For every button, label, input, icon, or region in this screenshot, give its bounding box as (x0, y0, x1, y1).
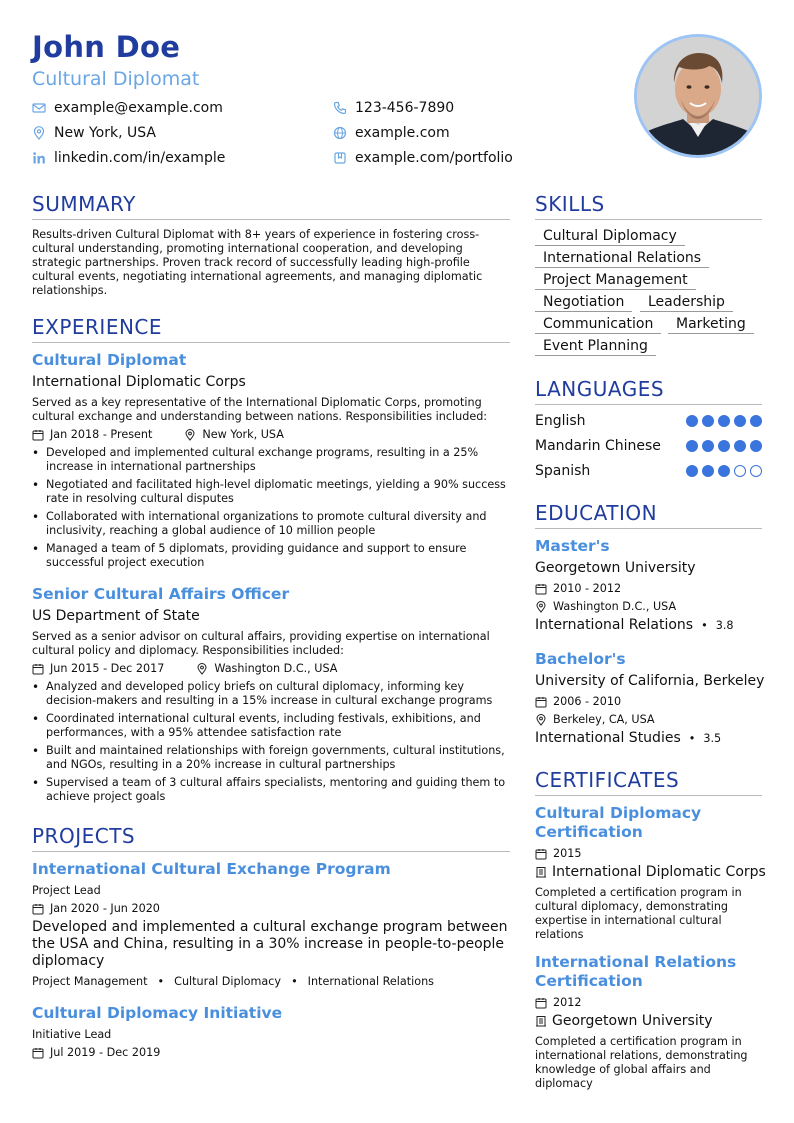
contact-phone[interactable] (333, 100, 454, 116)
language-row (535, 463, 762, 479)
list-item: • Built and maintained relationships with foreign governments, cultural institutions, and NGOs, resulting in a 20% increase in cultural partnerships (32, 744, 510, 772)
skill-tag: Marketing (668, 316, 754, 334)
divider (535, 404, 762, 405)
contact-phone-text: 123-456-7890 (355, 100, 455, 116)
level-dot-filled (686, 465, 698, 477)
section-title-certificates: CERTIFICATES (535, 768, 680, 792)
language-name: Spanish (535, 463, 591, 479)
location-pin-icon (32, 126, 46, 140)
job-meta (32, 662, 337, 675)
language-level (686, 465, 762, 477)
project-meta (32, 1046, 160, 1059)
project-desc: Developed and implemented a cultural exchange program between the USA and China, resulting in a 30% increase in people-to-people diplomacy (32, 919, 508, 969)
project-dates: Jan 2020 - Jun 2020 (50, 902, 160, 915)
contact-linkedin-text: linkedin.com/in/example (54, 150, 226, 166)
job-meta (32, 428, 284, 441)
cert-desc: Completed a certification program in cultural diplomacy, demonstrating expertise in international cultural relations (535, 886, 742, 941)
project-tag: International Relations (307, 975, 435, 988)
location-pin-icon (535, 714, 547, 726)
location-pin-icon (535, 601, 547, 613)
section-title-experience: EXPERIENCE (32, 315, 163, 339)
summary-text: Results-driven Cultural Diplomat with 8+ years of experience in fostering cross-cultural understanding, promoting international cooperation, and developing strategic partnerships. Proven track record of successfully leading high-profile cultural events, negotiating international agreements, and managing diplomatic relationships. (32, 228, 483, 297)
cert-year: 2015 (553, 847, 582, 860)
calendar-icon (535, 997, 547, 1009)
cert-issuer: International Diplomatic Corps (552, 864, 766, 880)
edu-gpa: 3.8 (715, 618, 734, 632)
edu-degree: Bachelor's (535, 650, 626, 668)
contact-email-text: example@example.com (54, 100, 223, 116)
portfolio-icon (333, 151, 347, 165)
cert-issuer-row (535, 864, 766, 880)
edu-field: International Relations (535, 617, 694, 633)
skill-tag: Communication (535, 316, 661, 334)
skill-tag: Project Management (535, 272, 696, 290)
cert-year: 2012 (553, 996, 582, 1009)
job-title: Senior Cultural Affairs Officer (32, 585, 290, 603)
edu-field-row: International Relations • 3.8 (535, 617, 734, 633)
calendar-icon (535, 583, 547, 595)
cert-desc: Completed a certification program in international relations, demonstrating knowledge of global affairs and diplomacy (535, 1035, 748, 1090)
divider (32, 342, 510, 343)
language-name: English (535, 413, 586, 429)
job-title: Cultural Diplomat (32, 351, 187, 369)
contact-website-text: example.com (355, 125, 450, 141)
project-role: Initiative Lead (32, 1028, 112, 1041)
location-pin-icon (184, 429, 196, 441)
divider (535, 795, 762, 796)
job-org: US Department of State (32, 608, 200, 624)
job-desc: Served as a key representative of the International Diplomatic Corps, promoting cultural exchange and understanding between nations. Responsibilities included: (32, 396, 488, 423)
level-dot-filled (718, 440, 730, 452)
location-pin-icon (196, 663, 208, 675)
language-name: Mandarin Chinese (535, 438, 661, 454)
job-org: International Diplomatic Corps (32, 374, 246, 390)
contact-email[interactable] (32, 100, 223, 116)
section-title-languages: LANGUAGES (535, 377, 665, 401)
divider (535, 219, 762, 220)
skill-tag: Event Planning (535, 338, 656, 356)
divider (32, 851, 510, 852)
cert-issuer-row (535, 1013, 713, 1029)
level-dot-empty (750, 465, 762, 477)
level-dot-filled (702, 465, 714, 477)
level-dot-filled (718, 465, 730, 477)
skill-tag: Negotiation (535, 294, 632, 312)
list-item: • Supervised a team of 3 cultural affairs specialists, mentoring and guiding them to achieve project goals (32, 776, 510, 804)
calendar-icon (32, 429, 44, 441)
contact-linkedin[interactable] (32, 150, 225, 166)
level-dot-filled (686, 415, 698, 427)
edu-field-row: International Studies • 3.5 (535, 730, 722, 746)
job-location: New York, USA (202, 428, 284, 441)
level-dot-filled (734, 440, 746, 452)
edu-location: Berkeley, CA, USA (553, 713, 655, 726)
calendar-icon (535, 696, 547, 708)
section-title-skills: SKILLS (535, 192, 605, 216)
candidate-role: Cultural Diplomat (32, 68, 200, 90)
skill-tag: Cultural Diplomacy (535, 228, 685, 246)
project-role: Project Lead (32, 884, 101, 897)
calendar-icon (32, 903, 44, 915)
language-level (686, 415, 762, 427)
edu-location: Washington D.C., USA (553, 600, 677, 613)
contact-portfolio[interactable] (333, 150, 513, 166)
edu-school: Georgetown University (535, 560, 696, 576)
section-title-education: EDUCATION (535, 501, 658, 525)
list-item: • Analyzed and developed policy briefs on cultural diplomacy, informing key decision-makers and resulting in a 15% increase in cultural exchange programs (32, 680, 510, 708)
level-dot-filled (686, 440, 698, 452)
edu-dates: 2010 - 2012 (553, 582, 622, 595)
section-title-summary: SUMMARY (32, 192, 136, 216)
edu-degree: Master's (535, 537, 610, 555)
calendar-icon (535, 848, 547, 860)
skill-tag: International Relations (535, 250, 709, 268)
edu-location-row (535, 600, 676, 613)
list-item: • Developed and implemented cultural exchange programs, resulting in a 25% increase in international partnerships (32, 446, 510, 474)
avatar-image (637, 37, 759, 155)
contact-website[interactable] (333, 125, 450, 141)
cert-title: International Relations Certification (535, 953, 737, 990)
cert-year-row (535, 847, 581, 860)
contact-portfolio-text: example.com/portfolio (355, 150, 513, 166)
level-dot-filled (702, 440, 714, 452)
list-item: • Managed a team of 5 diplomats, providing guidance and support to ensure successful project execution (32, 542, 510, 570)
divider (32, 219, 510, 220)
level-dot-filled (750, 415, 762, 427)
edu-dates-row (535, 582, 621, 595)
job-dates: Jan 2018 - Present (50, 428, 153, 441)
phone-icon (333, 101, 347, 115)
language-row (535, 438, 762, 454)
edu-dates: 2006 - 2010 (553, 695, 622, 708)
job-bullets (32, 680, 510, 808)
level-dot-filled (702, 415, 714, 427)
edu-gpa: 3.5 (703, 731, 722, 745)
level-dot-filled (750, 440, 762, 452)
linkedin-icon (32, 151, 46, 165)
level-dot-empty (734, 465, 746, 477)
mail-icon (32, 101, 46, 115)
job-location: Washington D.C., USA (214, 662, 338, 675)
candidate-name: John Doe (32, 30, 181, 64)
edu-school: University of California, Berkeley (535, 673, 765, 689)
contact-location (32, 125, 156, 141)
section-title-projects: PROJECTS (32, 824, 136, 848)
building-icon (535, 866, 547, 878)
edu-location-row (535, 713, 655, 726)
list-item: • Collaborated with international organizations to promote cultural diversity and inclusivity, reaching a global audience of 10 million people (32, 510, 510, 538)
cert-year-row (535, 996, 581, 1009)
job-desc: Served as a senior advisor on cultural affairs, providing expertise on international cultural policy and diplomacy. Responsibilities included: (32, 630, 490, 657)
edu-field: International Studies (535, 730, 681, 746)
level-dot-filled (718, 415, 730, 427)
divider (535, 528, 762, 529)
project-dates: Jul 2019 - Dec 2019 (50, 1046, 161, 1059)
calendar-icon (32, 1047, 44, 1059)
cert-title: Cultural Diplomacy Certification (535, 804, 702, 841)
edu-dates-row (535, 695, 621, 708)
cert-issuer: Georgetown University (552, 1013, 713, 1029)
list-item: • Coordinated international cultural events, including festivals, exhibitions, and performances, with a 95% attendee satisfaction rate (32, 712, 510, 740)
calendar-icon (32, 663, 44, 675)
level-dot-filled (734, 415, 746, 427)
language-row (535, 413, 762, 429)
project-title: International Cultural Exchange Program (32, 860, 391, 878)
globe-icon (333, 126, 347, 140)
project-title: Cultural Diplomacy Initiative (32, 1004, 283, 1022)
profile-photo (634, 34, 762, 158)
job-dates: Jun 2015 - Dec 2017 (50, 662, 165, 675)
language-level (686, 440, 762, 452)
building-icon (535, 1015, 547, 1027)
project-tags: Project Management • Cultural Diplomacy • International Relations (32, 975, 435, 988)
contact-location-text: New York, USA (54, 125, 156, 141)
job-bullets (32, 446, 510, 574)
project-tag: Project Management (32, 975, 148, 988)
skill-tag: Leadership (640, 294, 733, 312)
list-item: • Negotiated and facilitated high-level diplomatic meetings, yielding a 90% success rate in resolving cultural disputes (32, 478, 510, 506)
project-meta (32, 902, 160, 915)
project-tag: Cultural Diplomacy (174, 975, 282, 988)
